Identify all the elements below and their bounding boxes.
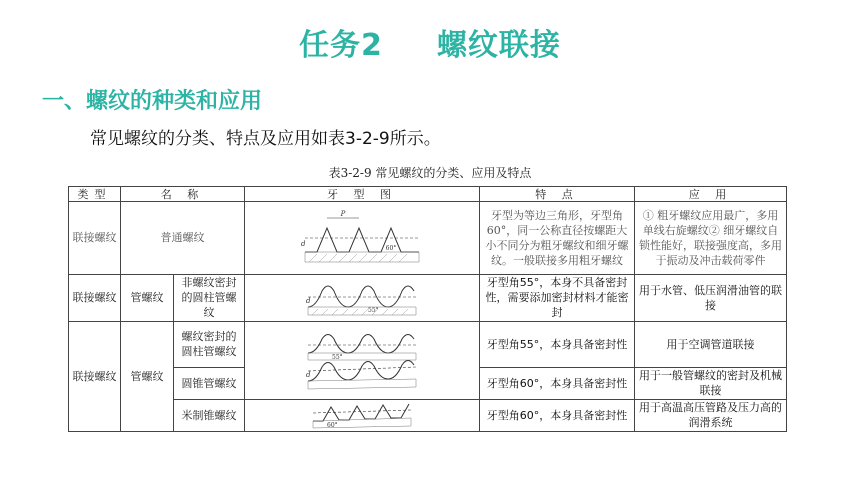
thread-profile-cell bbox=[245, 321, 480, 399]
subtype-cell: 圆锥管螺纹 bbox=[174, 368, 245, 399]
name-cell: 管螺纹 bbox=[121, 274, 174, 321]
table-header-row bbox=[69, 187, 787, 202]
name-cell: 管螺纹 bbox=[121, 321, 174, 431]
thread-profile-diagram bbox=[302, 327, 422, 393]
subtype-cell: 非螺纹密封的圆柱管螺纹 bbox=[174, 274, 245, 321]
svg-text:P: P bbox=[340, 209, 346, 218]
table-row bbox=[69, 274, 787, 321]
angle-label: 60° bbox=[385, 244, 397, 252]
application-cell: 用于空调管道联接 bbox=[635, 321, 787, 368]
application-cell: 用于一般管螺纹的密封及机械联接 bbox=[635, 368, 787, 399]
table-row bbox=[69, 321, 787, 368]
thread-profile-cell bbox=[245, 202, 480, 275]
thread-profile-diagram bbox=[302, 277, 422, 319]
thread-profile-cell bbox=[245, 399, 480, 431]
task-name: 螺纹联接 bbox=[436, 28, 561, 63]
intro-text: 常见螺纹的分类、特点及应用如表3-2-9所示。 bbox=[90, 129, 441, 149]
thread-profile-diagram bbox=[297, 208, 427, 268]
header-name: 名 称 bbox=[121, 187, 245, 202]
table-row bbox=[69, 202, 787, 275]
thread-profile-cell bbox=[245, 274, 480, 321]
subtype-cell: 米制锥螺纹 bbox=[174, 399, 245, 431]
features-cell: 牙型角55°，本身具备密封性 bbox=[480, 321, 635, 368]
features-cell: 牙型角55°，本身不具备密封性，需要添加密封材料才能密封 bbox=[480, 274, 635, 321]
table-row bbox=[69, 399, 787, 431]
section-heading: 一、螺纹的种类和应用 bbox=[42, 89, 263, 114]
thread-profile-diagram bbox=[307, 401, 417, 429]
name-cell: 普通螺纹 bbox=[121, 202, 245, 275]
svg-text:d: d bbox=[306, 296, 311, 305]
header-type: 类型 bbox=[69, 187, 121, 202]
svg-text:d: d bbox=[301, 239, 306, 248]
category-cell: 联接螺纹 bbox=[69, 274, 121, 321]
category-cell: 联接螺纹 bbox=[69, 202, 121, 275]
subtype-cell: 螺纹密封的圆柱管螺纹 bbox=[174, 321, 245, 368]
svg-text:d: d bbox=[306, 371, 311, 380]
features-cell: 牙型为等边三角形，牙型角60°，同一公称直径按螺距大小不同分为粗牙螺纹和细牙螺纹。一般联接多用粗牙螺纹 bbox=[480, 202, 635, 275]
application-cell: 用于水管、低压润滑油管的联接 bbox=[635, 274, 787, 321]
header-features: 特 点 bbox=[480, 187, 635, 202]
application-cell: 用于高温高压管路及压力高的润滑系统 bbox=[635, 399, 787, 431]
angle-label: 55° bbox=[368, 306, 379, 314]
angle-label: 60° bbox=[327, 422, 338, 430]
header-profile: 牙 型 图 bbox=[245, 187, 480, 202]
features-cell: 牙型角60°，本身具备密封性 bbox=[480, 368, 635, 399]
angle-label: 55° bbox=[332, 354, 343, 362]
features-cell: 牙型角60°，本身具备密封性 bbox=[480, 399, 635, 431]
application-cell: ① 粗牙螺纹应用最广，多用单线右旋螺纹② 细牙螺纹自锁性能好，联接强度高，多用于振动及冲击载荷零件 bbox=[635, 202, 787, 275]
header-application: 应 用 bbox=[635, 187, 787, 202]
thread-table bbox=[68, 186, 787, 432]
task-number: 任务2 bbox=[299, 28, 383, 63]
category-cell: 联接螺纹 bbox=[69, 321, 121, 431]
task-title bbox=[0, 20, 860, 64]
table-caption: 表3-2-9 常见螺纹的分类、应用及特点 bbox=[328, 166, 532, 180]
